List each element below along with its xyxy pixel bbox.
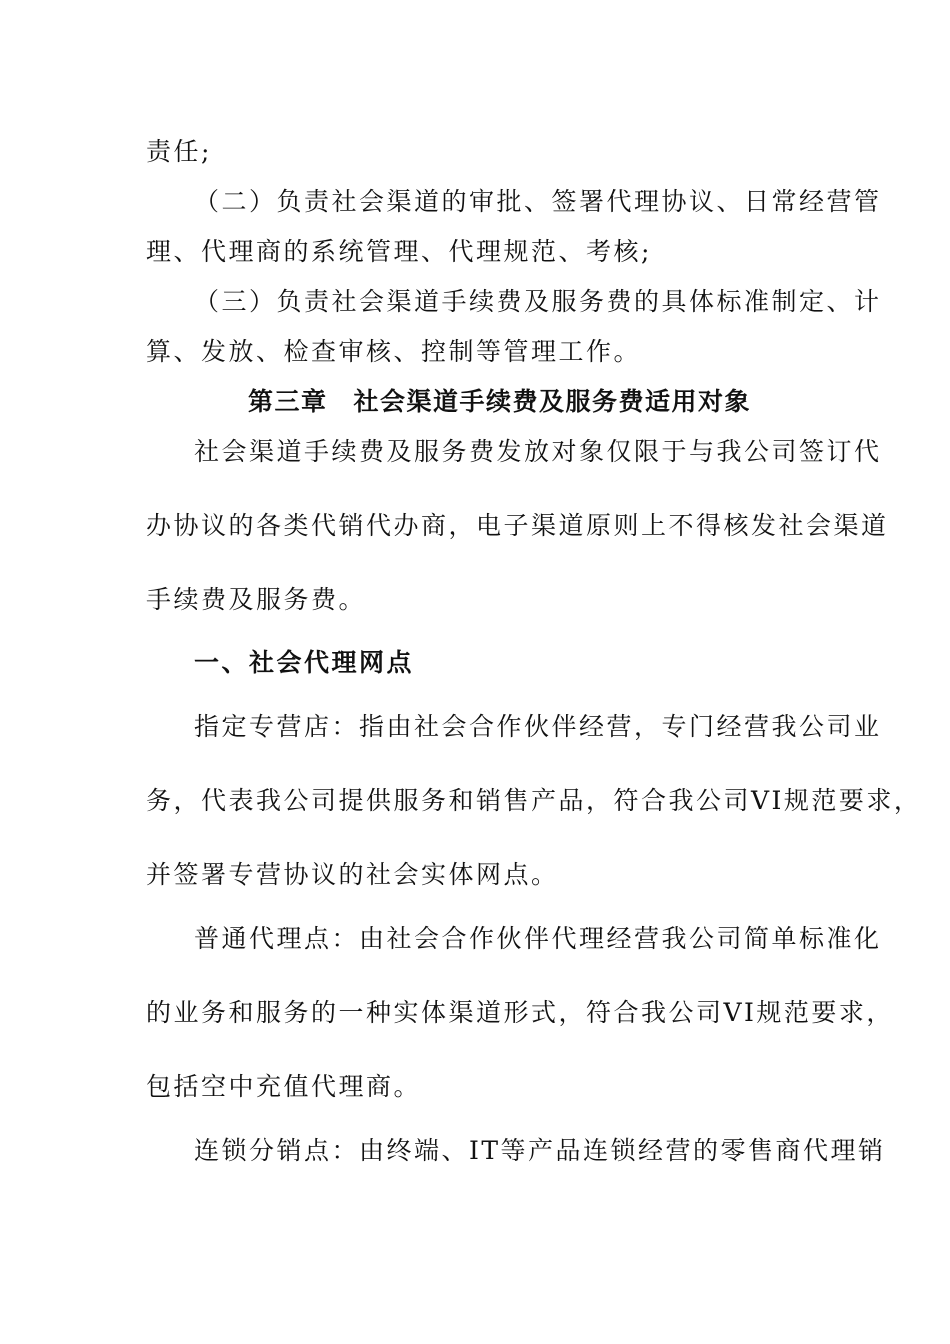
text-line: 手续费及服务费。 [146, 585, 367, 614]
section-heading: 一、社会代理网点 [194, 648, 415, 677]
text-line: 理、代理商的系统管理、代理规范、考核; [146, 237, 652, 266]
chapter-number: 第三章 [248, 387, 328, 416]
text-line: （三）负责社会渠道手续费及服务费的具体标准制定、计 [194, 287, 882, 316]
text-line: 并签署专营协议的社会实体网点。 [146, 860, 559, 889]
text-line: 社会渠道手续费及服务费发放对象仅限于与我公司签订代 [194, 437, 882, 466]
text-line: 责任; [146, 137, 212, 166]
text-line: 普通代理点：由社会合作伙伴代理经营我公司简单标准化 [194, 924, 882, 953]
text-line: 办协议的各类代销代办商，电子渠道原则上不得核发社会渠道 [146, 511, 889, 540]
text-line: 务，代表我公司提供服务和销售产品，符合我公司VI规范要求， [146, 786, 922, 815]
text-line: 连锁分销点：由终端、IT等产品连锁经营的零售商代理销 [194, 1136, 886, 1165]
text-line: （二）负责社会渠道的审批、签署代理协议、日常经营管 [194, 187, 882, 216]
chapter-title: 社会渠道手续费及服务费适用对象 [353, 387, 752, 416]
text-line: 的业务和服务的一种实体渠道形式，符合我公司VI规范要求， [146, 998, 894, 1027]
text-line: 包括空中充值代理商。 [146, 1072, 422, 1101]
text-line: 指定专营店：指由社会合作伙伴经营，专门经营我公司业 [194, 712, 882, 741]
text-line: 算、发放、检查审核、控制等管理工作。 [146, 337, 642, 366]
chapter-heading [248, 386, 751, 418]
